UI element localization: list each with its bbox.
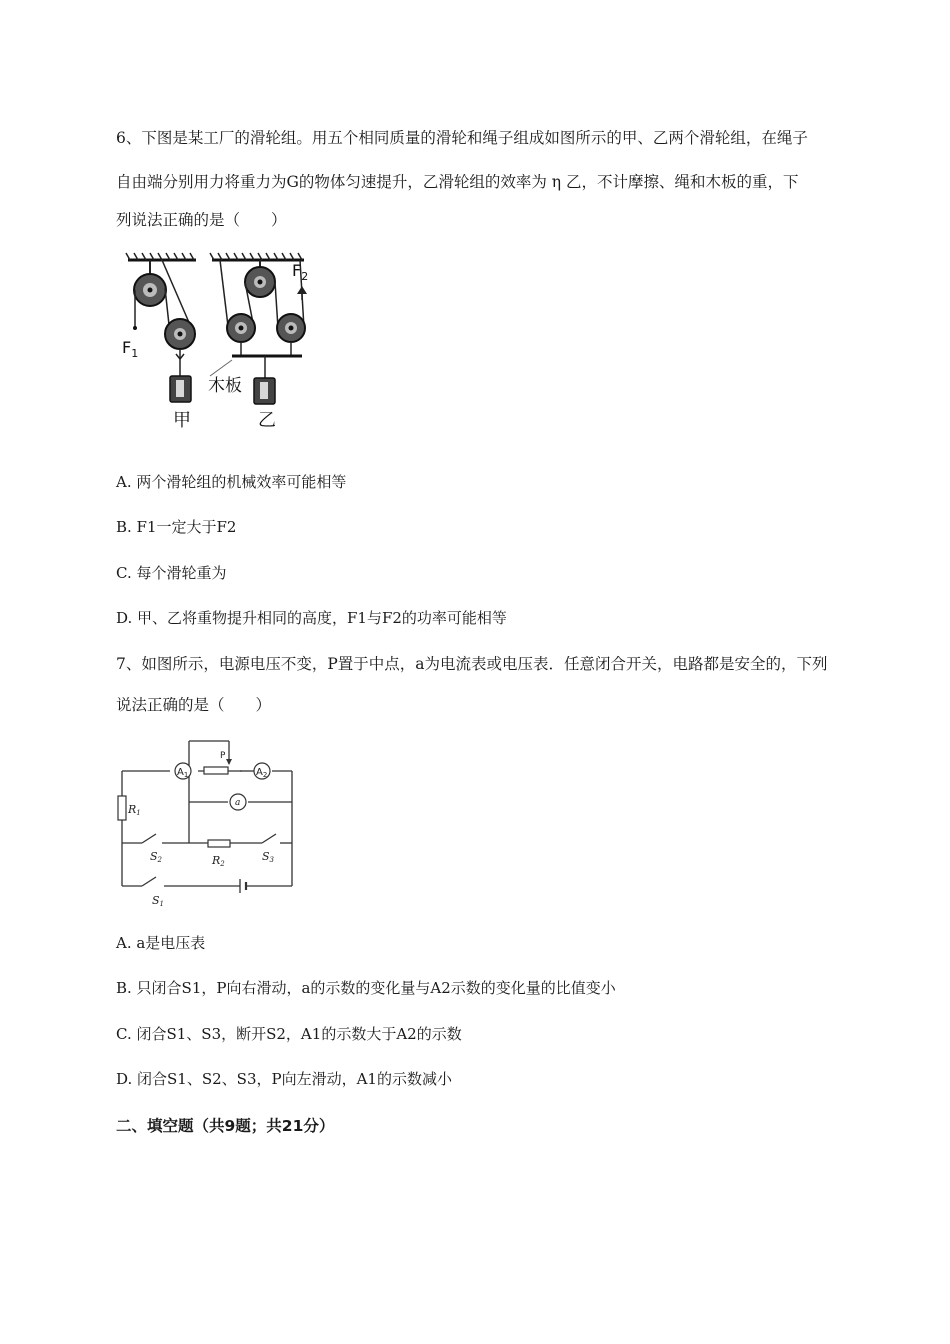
q7-option-b: B. 只闭合S1，P向右滑动，a的示数的变化量与A2示数的变化量的比值变小 [116, 979, 616, 997]
q6-option-d: D. 甲、乙将重物提升相同的高度，F1与F2的功率可能相等 [116, 609, 507, 627]
q6-option-c: C. 每个滑轮重为 [116, 564, 227, 582]
resistor-r2 [208, 840, 230, 847]
slider-arrow [226, 759, 232, 765]
label-a1: $A_1$ [177, 767, 189, 779]
resistor-r1 [118, 796, 126, 820]
label-s1: S1 [152, 894, 165, 908]
label-r2: R2 [212, 854, 225, 868]
q6-stem-line-2: 自由端分别用力将重力为G的物体匀速提升，乙滑轮组的效率为 η 乙，不计摩擦、绳和木板的重，下 [116, 173, 799, 191]
label-s3: S3 [262, 850, 275, 864]
label-jia: 甲 [173, 410, 191, 431]
q7-stem-line-2: 说法正确的是（ ） [116, 696, 272, 714]
q6-option-a: A. 两个滑轮组的机械效率可能相等 [116, 473, 347, 491]
q7-option-d: D. 闭合S1、S2、S3，P向左滑动，A1的示数减小 [116, 1070, 452, 1088]
label-a: a [235, 798, 241, 808]
q7-option-a: A. a是电压表 [116, 934, 206, 952]
label-f1: $F_1$ [122, 338, 139, 360]
q6-stem-line-3: 列说法正确的是（ ） [116, 211, 287, 229]
q6-stem-line-1: 6、下图是某工厂的滑轮组。用五个相同质量的滑轮和绳子组成如图所示的甲、乙两个滑轮组，在绳子 [116, 129, 808, 147]
q6-option-b: B. F1一定大于F2 [116, 518, 237, 536]
label-f2: $F_2$ [292, 261, 309, 283]
circuit-figure [112, 736, 302, 912]
battery [240, 879, 246, 893]
label-r1: R1 [128, 803, 141, 817]
rheostat [204, 767, 228, 774]
label-p: P [220, 751, 226, 761]
label-yi: 乙 [258, 410, 276, 431]
label-s2: S2 [150, 850, 163, 864]
pulley-figure [114, 248, 320, 432]
q7-option-c: C. 闭合S1、S3，断开S2，A1的示数大于A2的示数 [116, 1025, 462, 1043]
q7-stem-line-1: 7、如图所示，电源电压不变，P置于中点，a为电流表或电压表．任意闭合开关，电路都是安全的，下列 [116, 655, 828, 673]
label-a2: $A_2$ [256, 767, 268, 779]
section-heading: 二、填空题（共9题；共21分） [116, 1117, 335, 1135]
label-board: 木板 [208, 376, 242, 396]
